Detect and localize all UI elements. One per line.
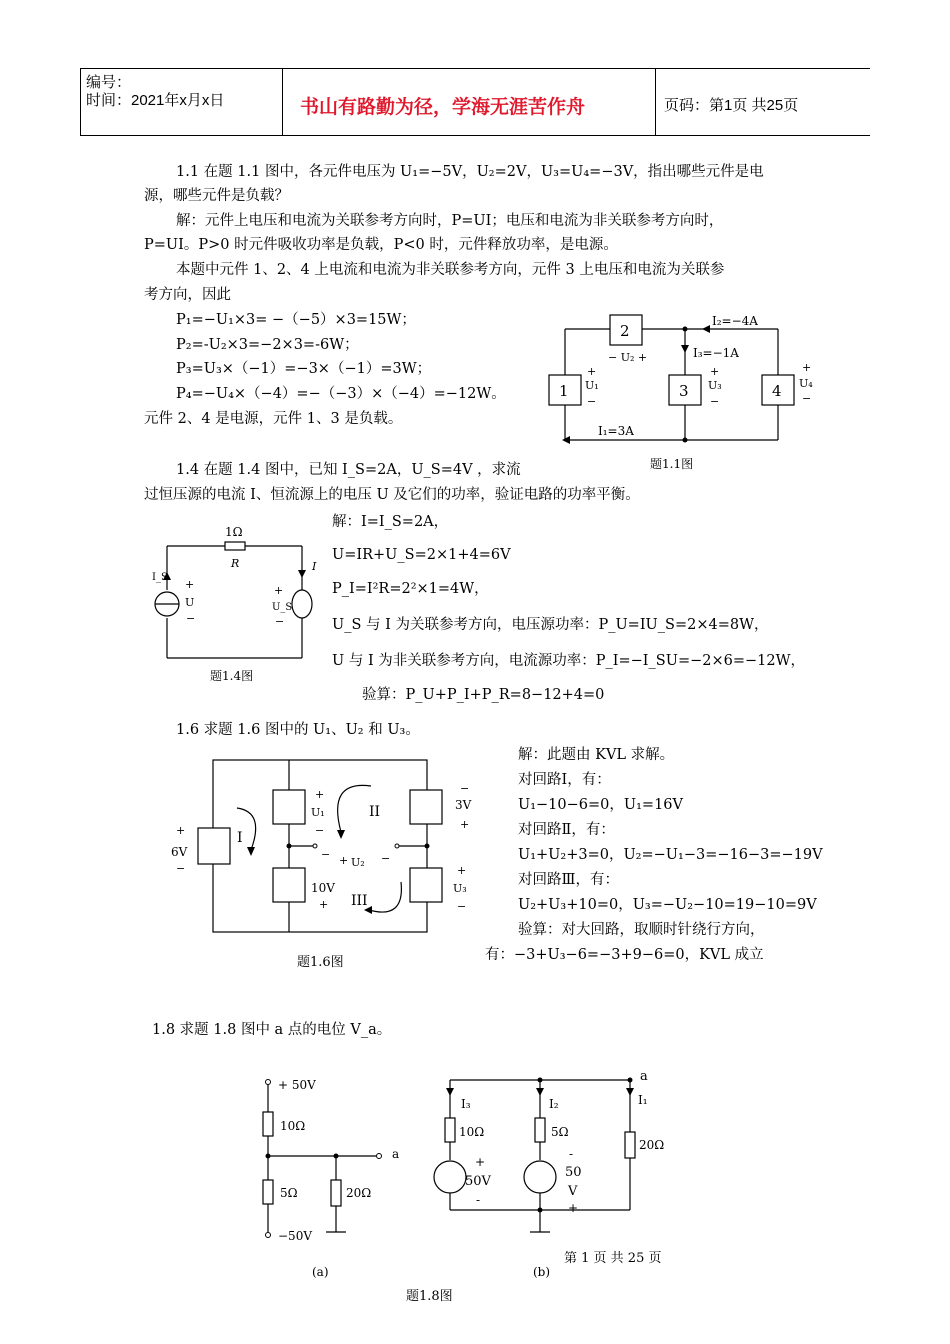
fig16-box-10v [273, 868, 305, 902]
fig14-resistor [225, 542, 245, 550]
fig16-loop2-label: II [369, 804, 381, 820]
p11-question-line2: 源，哪些元件是负载？ [144, 188, 289, 204]
p11-power-p1: P₁=−U₁×3= −（−5）×3=15W； [176, 312, 416, 328]
svg-text:+: + [568, 1201, 579, 1215]
svg-text:−: − [802, 392, 812, 405]
svg-text:−: − [457, 900, 467, 913]
fig11-caption: 题1.1图 [650, 457, 694, 471]
p11-solution-line2: P=UI。P>0 时元件吸收功率是负载，P<0 时，元件释放功率，是电源。 [144, 237, 618, 253]
fig14-caption: 题1.4图 [210, 669, 254, 683]
fig16-box-3v [410, 790, 442, 824]
svg-text:−: − [381, 852, 391, 865]
fig18a-top-label: + 50V [278, 1078, 316, 1092]
fig18b-v2-unit: V [568, 1184, 578, 1199]
header-page-info: 页码：第1页 共25页 [664, 97, 799, 114]
fig18a-r3-label: 20Ω [346, 1186, 372, 1200]
fig18b-i3-label: I₃ [461, 1097, 471, 1111]
svg-text:+: + [339, 854, 349, 867]
fig14-us-label: U_S [272, 602, 293, 613]
fig18b-resistor-10 [445, 1118, 455, 1142]
svg-text:−: − [710, 395, 720, 408]
fig11-i2-label: I₂=−4A [712, 314, 758, 328]
svg-text:+: + [710, 365, 720, 378]
svg-text:+: + [319, 898, 329, 911]
fig14-u-label: U [185, 596, 195, 609]
fig14-is-label: I_S [152, 572, 168, 583]
fig18b-resistor-5 [535, 1118, 545, 1142]
svg-text:-: - [569, 1147, 574, 1161]
fig11-i3-label: I₃=−1A [693, 346, 739, 360]
fig16-loop3-arrow [369, 882, 401, 912]
fig18b-v1-label: 50V [465, 1174, 491, 1189]
svg-text:+: + [274, 584, 284, 597]
svg-text:+: + [475, 1155, 486, 1169]
fig18b-r3-label: 20Ω [639, 1138, 665, 1152]
fig11-box3-label: 3 [679, 382, 689, 400]
svg-text:−: − [587, 395, 597, 408]
p11-conclusion: 元件 2、4 是电源，元件 1、3 是负载。 [144, 411, 403, 427]
p16-solution-7: U₂+U₃+10=0，U₃=−U₂−10=19−10=9V [518, 897, 817, 913]
fig18b-resistor-20 [625, 1132, 635, 1158]
fig18a-resistor-20 [331, 1180, 341, 1206]
p16-solution-6: 对回路Ⅲ，有： [518, 872, 619, 888]
svg-text:+: + [802, 361, 812, 374]
fig18a-resistor-10 [263, 1112, 273, 1136]
fig14-i-label: I [312, 560, 317, 573]
fig18b-i1-label: I₁ [638, 1093, 648, 1107]
fig18b-v2-value: 50 [565, 1165, 582, 1180]
svg-text:+: + [587, 365, 597, 378]
header-time-label: 时间：2021年x月x日 [86, 92, 225, 109]
svg-text:−: − [321, 848, 331, 861]
p16-solution-5: U₁+U₂+3=0，U₂=−U₁−3=−16−3=−19V [518, 847, 823, 863]
p16-solution-2: 对回路Ⅰ，有： [518, 772, 611, 788]
fig11-u3-label: U₃ [708, 379, 722, 392]
p16-solution-1: 解：此题由 KVL 求解。 [518, 747, 675, 763]
fig11-i1-label: I₁=3A [598, 424, 634, 438]
p11-power-p4: P₄=−U₄×（−4）=−（−3）×（−4）=−12W。 [176, 386, 506, 402]
header-divider-1 [282, 68, 283, 136]
fig11-u2-label: − U₂ + [608, 351, 648, 364]
svg-text:+: + [176, 824, 186, 837]
fig-1-4-circuit [140, 518, 320, 688]
p14-question-line1: 1.4 在题 1.4 图中，已知 I_S=2A，U_S=4V ，求流 [176, 462, 521, 478]
fig11-box4-label: 4 [772, 382, 782, 400]
fig18b-r1-label: 10Ω [459, 1125, 485, 1139]
fig11-arrow-i1 [562, 436, 570, 444]
fig11-box1-label: 1 [559, 382, 569, 400]
p14-solution-2: U=IR+U_S=2×1+4=6V [332, 547, 511, 563]
fig16-loop2-arrow [338, 785, 371, 832]
fig16-10v-label: 10V [311, 881, 335, 895]
p14-question-line2: 过恒压源的电流 I、恒流源上的电压 U 及它们的功率，验证电路的功率平衡。 [144, 487, 640, 503]
svg-text:−: − [186, 612, 196, 625]
fig16-box-u1 [273, 790, 305, 824]
header-divider-2 [655, 68, 656, 136]
svg-text:-: - [476, 1193, 481, 1207]
p14-solution-1: 解：I=I_S=2A， [332, 514, 449, 530]
p16-solution-8: 验算：对大回路，取顺时针绕行方向， [518, 922, 765, 938]
p11-solution-line3: 本题中元件 1、2、4 上电流和电流为非关联参考方向，元件 3 上电压和电流为关联参 [176, 262, 725, 278]
fig16-box-u3 [410, 868, 442, 902]
fig16-3v-label: 3V [455, 798, 472, 812]
header-left-border [80, 68, 81, 136]
fig11-u4-label: U₄ [799, 377, 813, 390]
header-number-label: 编号： [86, 74, 132, 91]
p11-solution-line1: 解：元件上电压和电流为关联参考方向时，P=UI；电压和电流为非关联参考方向时， [176, 213, 724, 229]
fig11-arrow-i2 [702, 325, 710, 333]
p14-solution-5: U 与 I 为非关联参考方向，电流源功率：P_I=−I_SU=−2×6=−12W， [332, 653, 805, 669]
fig18b-sublabel: (b) [533, 1265, 551, 1279]
fig14-r-label: R [231, 557, 240, 570]
fig18-caption: 题1.8图 [406, 1289, 453, 1304]
fig18b-source-middle [524, 1161, 556, 1193]
fig11-box2-label: 2 [620, 322, 630, 340]
header-top-rule [80, 68, 870, 69]
header-motto: 书山有路勤为径，学海无涯苦作舟 [300, 96, 586, 118]
fig16-box-6v [198, 828, 230, 864]
p14-solution-4: U_S 与 I 为关联参考方向，电压源功率：P_U=IU_S=2×4=8W， [332, 617, 769, 633]
header-bottom-rule [80, 135, 870, 136]
fig18a-r2-label: 5Ω [280, 1186, 298, 1200]
p11-question-line1: 1.1 在题 1.1 图中，各元件电压为 U₁=−5V，U₂=2V，U₃=U₄=−3V，指出哪些元件是电 [176, 164, 764, 180]
fig16-u1-label: U₁ [311, 806, 325, 819]
fig-1-1-circuit [540, 305, 820, 480]
fig14-voltage-source [292, 590, 312, 618]
fig18b-i2-label: I₂ [549, 1097, 559, 1111]
fig16-loop3-label: III [351, 893, 368, 909]
fig-1-8a-circuit [240, 1070, 420, 1290]
p11-power-p3: P₃=U₃×（−1）=−3×（−1）=3W； [176, 361, 432, 377]
svg-text:+: + [460, 818, 470, 831]
fig18b-r2-label: 5Ω [551, 1125, 569, 1139]
fig18a-node-label: a [392, 1147, 400, 1161]
fig18a-sublabel: (a) [312, 1265, 329, 1279]
fig16-u2-label: U₂ [351, 856, 365, 869]
p16-solution-4: 对回路Ⅱ，有： [518, 822, 615, 838]
fig18a-r1-label: 10Ω [280, 1119, 306, 1133]
svg-text:−: − [315, 824, 325, 837]
fig16-6v-label: 6V [171, 845, 188, 859]
fig11-arrow-i3 [681, 345, 689, 353]
fig18a-resistor-5 [263, 1180, 273, 1204]
fig18a-bottom-label: −50V [278, 1229, 312, 1243]
p11-solution-line4: 考方向，因此 [144, 287, 231, 303]
p11-power-p2: P₂=-U₂×3=−2×3=-6W； [176, 337, 359, 353]
svg-text:+: + [185, 578, 195, 591]
p16-question: 1.6 求题 1.6 图中的 U₁、U₂ 和 U₃。 [176, 722, 420, 738]
svg-text:+: + [457, 864, 467, 877]
fig16-loop1-label: I [237, 830, 243, 846]
svg-text:−: − [275, 615, 285, 628]
fig14-arrow-i [298, 570, 306, 578]
fig16-u3-label: U₃ [453, 882, 467, 895]
svg-text:−: − [460, 782, 470, 795]
fig-1-6-circuit [165, 750, 485, 975]
fig11-u1-label: U₁ [585, 379, 599, 392]
fig18b-source-left [434, 1161, 466, 1193]
p18-question: 1.8 求题 1.8 图中 a 点的电位 V_a。 [152, 1022, 392, 1038]
svg-text:−: − [176, 862, 186, 875]
fig16-caption: 题1.6图 [297, 955, 344, 970]
p14-solution-3: P_I=I²R=2²×1=4W， [332, 581, 489, 597]
p16-solution-9: 有：−3+U₃−6=−3+9−6=0，KVL 成立 [485, 947, 764, 963]
p16-solution-3: U₁−10−6=0，U₁=16V [518, 797, 683, 813]
fig18b-node-label: a [640, 1069, 648, 1084]
p14-solution-6: 验算：P_U+P_I+P_R=8−12+4=0 [362, 687, 605, 703]
footer-page-number: 第 1 页 共 25 页 [564, 1251, 662, 1266]
fig14-r-value: 1Ω [225, 525, 243, 539]
svg-text:+: + [315, 788, 325, 801]
